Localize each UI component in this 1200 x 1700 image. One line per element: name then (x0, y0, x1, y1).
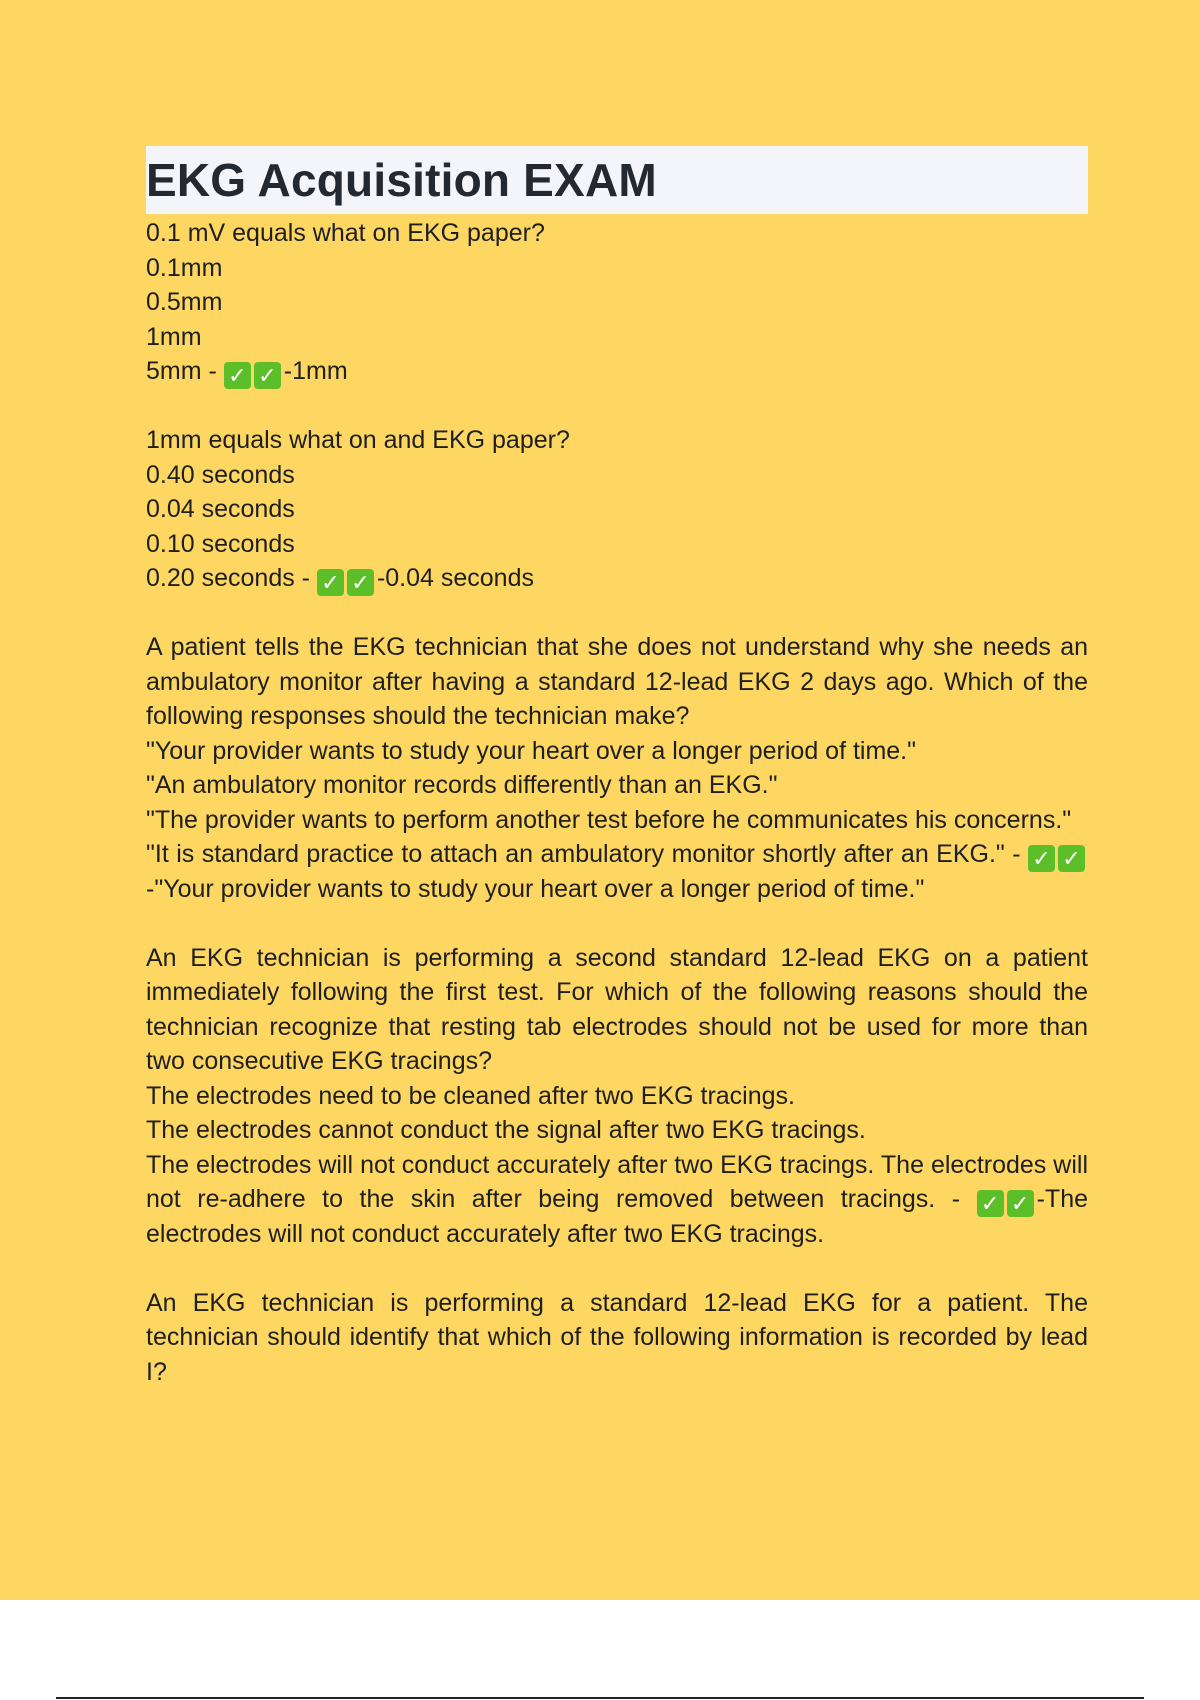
answer-prefix: - (376, 564, 386, 592)
question-block (146, 941, 1088, 1252)
check-marks (224, 357, 284, 388)
answer-line (146, 561, 1088, 596)
answer-separator: - (201, 357, 224, 385)
check-mark-icon: ✓ (977, 1190, 1004, 1217)
check-mark-icon: ✓ (1007, 1190, 1034, 1217)
answer-line (146, 837, 1088, 907)
option: 0.20 seconds (146, 564, 295, 592)
answer-text: 0.04 seconds (385, 564, 534, 592)
question-block (146, 216, 1088, 389)
question-text: 0.1 mV equals what on EKG paper? (146, 219, 545, 247)
check-mark-icon: ✓ (317, 569, 344, 596)
answer-prefix: - (283, 357, 293, 385)
option: "An ambulatory monitor records differently than an EKG." (146, 771, 778, 799)
answer-prefix: - (146, 875, 155, 903)
option: "It is standard practice to attach an ambulatory monitor shortly after an EKG." (146, 840, 1005, 868)
option: The electrodes need to be cleaned after two EKG tracings. (146, 1081, 795, 1110)
check-mark-icon: ✓ (347, 569, 374, 596)
option: 0.10 seconds (146, 529, 295, 558)
option: 0.40 seconds (146, 460, 295, 489)
answer-separator: - (935, 1185, 977, 1213)
question-text: A patient tells the EKG technician that she does not understand why she needs an ambulatory monitor after having a standard 12-lead EKG 2 days ago. Which of the following responses should the technician make? (146, 633, 1088, 730)
check-marks (1028, 840, 1088, 871)
check-mark-icon: ✓ (254, 362, 281, 389)
answer-separator: - (294, 564, 317, 592)
option: 1mm (146, 322, 202, 351)
question-block (146, 423, 1088, 596)
check-mark-icon: ✓ (1058, 845, 1085, 872)
option: "Your provider wants to study your heart over a longer period of time." (146, 736, 917, 765)
question-text: An EKG technician is performing a second standard 12-lead EKG on a patient immediately following the first test. For which of the following reasons should the technician recognize that resting tab electrodes should not be used for more than two consecutive EKG tracings? (146, 943, 1088, 1075)
footer-rule (56, 1697, 1144, 1699)
question-text: An EKG technician is performing a standard 12-lead EKG for a patient. The technician should identify that which of the following information is recorded by lead I? (146, 1288, 1088, 1386)
answer-text: 1mm (292, 357, 348, 385)
option: 5mm (146, 357, 202, 385)
option: The electrodes cannot conduct the signal after two EKG tracings. (146, 1116, 866, 1144)
option: 0.5mm (146, 288, 223, 316)
check-mark-icon: ✓ (224, 362, 251, 389)
option: The electrodes will not conduct accurately after two EKG tracings. The electrodes will not re-adhere to the skin after being removed between tracings. (146, 1150, 1088, 1213)
question-block (146, 1286, 1088, 1390)
option: 0.04 seconds (146, 495, 295, 523)
option: "The provider wants to perform another test before he communicates his concerns." (146, 805, 1072, 834)
title-bar (146, 146, 1088, 214)
answer-text: "Your provider wants to study your heart over a longer period of time." (154, 875, 925, 903)
page-title: EKG Acquisition EXAM (146, 154, 657, 206)
document-content (146, 146, 1088, 1389)
answer-line (146, 1148, 1088, 1252)
answer-line (146, 354, 1088, 389)
check-mark-icon: ✓ (1028, 845, 1055, 872)
answer-separator: - (1004, 840, 1029, 868)
question-block (146, 630, 1088, 907)
option: 0.1mm (146, 253, 223, 282)
answer-prefix: - (1036, 1185, 1045, 1213)
check-marks (317, 564, 377, 595)
question-text: 1mm equals what on and EKG paper? (146, 426, 570, 454)
answer-text: The electrodes will not conduct accurately after two EKG tracings. (146, 1185, 1089, 1248)
check-marks (977, 1185, 1037, 1216)
